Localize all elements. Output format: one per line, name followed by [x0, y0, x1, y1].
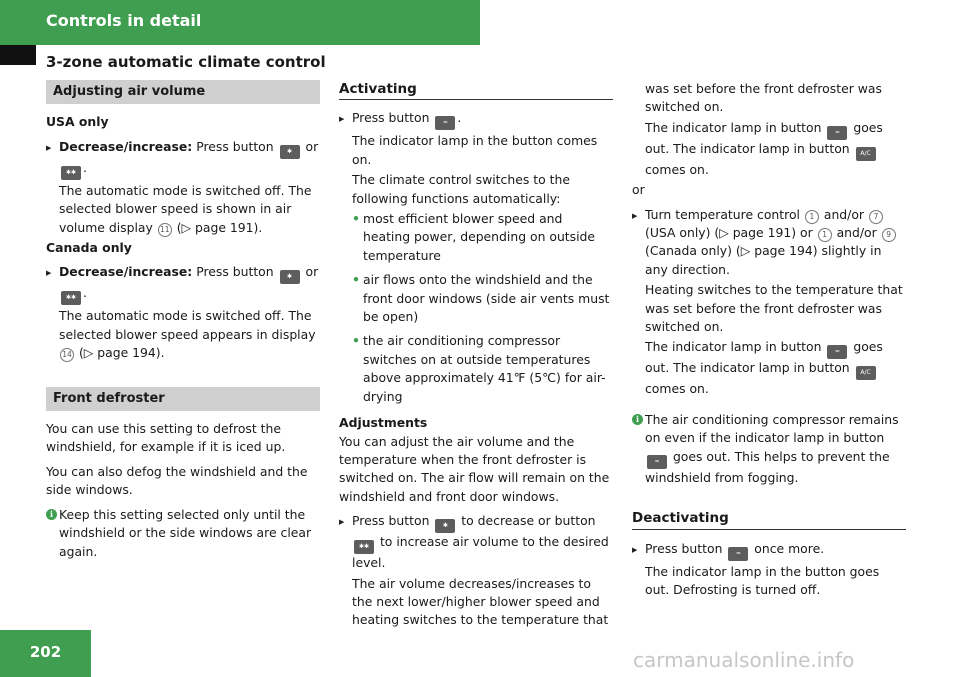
adjust-paragraph: The air volume decreases/increases to the next lower/higher blower speed and heating switches to the temperature that: [352, 575, 609, 628]
max-defrost-icon: ≈: [827, 126, 847, 140]
indicator-paragraph-2: The indicator lamp in button ≈ goes out. The indicator lamp in button A/C comes on.: [645, 339, 883, 397]
section-title: 3-zone automatic climate control: [46, 53, 326, 71]
heating-paragraph: Heating switches to the temperature that was set before the front defroster was switched on.: [645, 282, 903, 335]
ref-number: 14: [60, 348, 74, 362]
column-right: [632, 80, 906, 601]
blower-increase-icon: ✱✱: [354, 540, 374, 554]
deactivate-step: ▶ Press button ≈ once more.: [632, 540, 906, 561]
continued-paragraph: was set before the front defroster was switched on.: [645, 81, 882, 115]
heading-adjusting-air-volume: Adjusting air volume: [46, 80, 320, 104]
blower-decrease-icon: ✱: [280, 145, 300, 159]
ref-number: 7: [869, 210, 883, 224]
ref-number: 1: [818, 228, 832, 242]
max-defrost-icon: ≈: [827, 345, 847, 359]
heading-adjustments: Adjustments: [339, 415, 428, 431]
activate-step: ▶ Press button ≈ .: [339, 109, 613, 130]
ref-number: 11: [158, 223, 172, 237]
deactivate-paragraph: The indicator lamp in the button goes out. Defrosting is turned off.: [645, 563, 880, 597]
max-defrost-icon: ≈: [435, 116, 455, 130]
defroster-paragraph-2: You can also defog the windshield and the side windows.: [46, 463, 308, 498]
usa-step: ▶ Decrease/increase: Press button ✱ or ✱✱ .: [46, 138, 320, 180]
compressor-info: i The air conditioning compressor remains on even if the indicator lamp in button ≈ goes out. This helps to prevent the windshield from fogging.: [632, 411, 906, 487]
blower-decrease-icon: ✱: [435, 519, 455, 533]
column-middle: [339, 80, 613, 632]
blower-decrease-icon: ✱: [280, 270, 300, 284]
chapter-title: Controls in detail: [46, 11, 202, 30]
defroster-info: i Keep this setting selected only until the windshield or the side windows are clear again.: [46, 506, 320, 561]
adjustments-paragraph: You can adjust the air volume and the temperature when the front defroster is switched on. The air flow will remain on the windshield and front door windows.: [339, 433, 610, 504]
activate-paragraph-1: The indicator lamp in the button comes on.: [352, 133, 598, 167]
canada-step: ▶ Decrease/increase: Press button ✱ or ✱✱ .: [46, 263, 320, 305]
canada-only-label: Canada only: [46, 240, 132, 256]
usa-only-label: USA only: [46, 114, 109, 130]
function-bullet-2: • air flows onto the windshield and the front door windows (side air vents must be open): [339, 271, 613, 326]
function-bullet-3: • the air conditioning compressor switches on at outside temperatures above approximately 41℉ (5℃) for air-drying: [339, 332, 613, 406]
max-defrost-icon: ≈: [728, 547, 748, 561]
watermark: carmanualsonline.info: [633, 648, 855, 672]
adjust-step: ▶ Press button ✱ to decrease or button ✱✱ to increase air volume to the desired level.: [339, 512, 613, 572]
info-icon: i: [46, 509, 57, 520]
max-defrost-icon: ≈: [647, 455, 667, 469]
or-label: or: [632, 182, 645, 198]
ref-number: 9: [882, 228, 896, 242]
indicator-paragraph-1: The indicator lamp in button ≈ goes out. The indicator lamp in button A/C comes on.: [645, 119, 883, 177]
blower-increase-icon: ✱✱: [61, 166, 81, 180]
blower-increase-icon: ✱✱: [61, 291, 81, 305]
canada-paragraph: The automatic mode is switched off. The selected blower speed appears in display 14 (▷ page 194).: [59, 308, 316, 361]
activate-paragraph-2: The climate control switches to the following functions automatically:: [352, 172, 570, 206]
function-bullet-1: • most efficient blower speed and heating power, depending on outside temperature: [339, 210, 613, 265]
temperature-step: ▶ Turn temperature control 1 and/or 7 (USA only) (▷ page 191) or 1 and/or 9 (Canada only) (▷ page 194) slightly in any direction.: [632, 206, 906, 280]
column-left: [46, 80, 320, 565]
ac-icon: A/C: [856, 147, 876, 161]
ac-icon: A/C: [856, 366, 876, 380]
defroster-paragraph-1: You can use this setting to defrost the windshield, for example if it is iced up.: [46, 421, 286, 455]
heading-front-defroster: Front defroster: [46, 387, 320, 411]
heading-activating: Activating: [339, 80, 613, 100]
heading-deactivating: Deactivating: [632, 509, 906, 529]
usa-paragraph: The automatic mode is switched off. The selected blower speed is shown in air volume display 11 (▷ page 191).: [59, 182, 312, 235]
header-accent-block: [0, 45, 36, 65]
ref-number: 1: [805, 210, 819, 224]
page-number: 202: [29, 643, 62, 661]
info-icon: i: [632, 414, 643, 425]
